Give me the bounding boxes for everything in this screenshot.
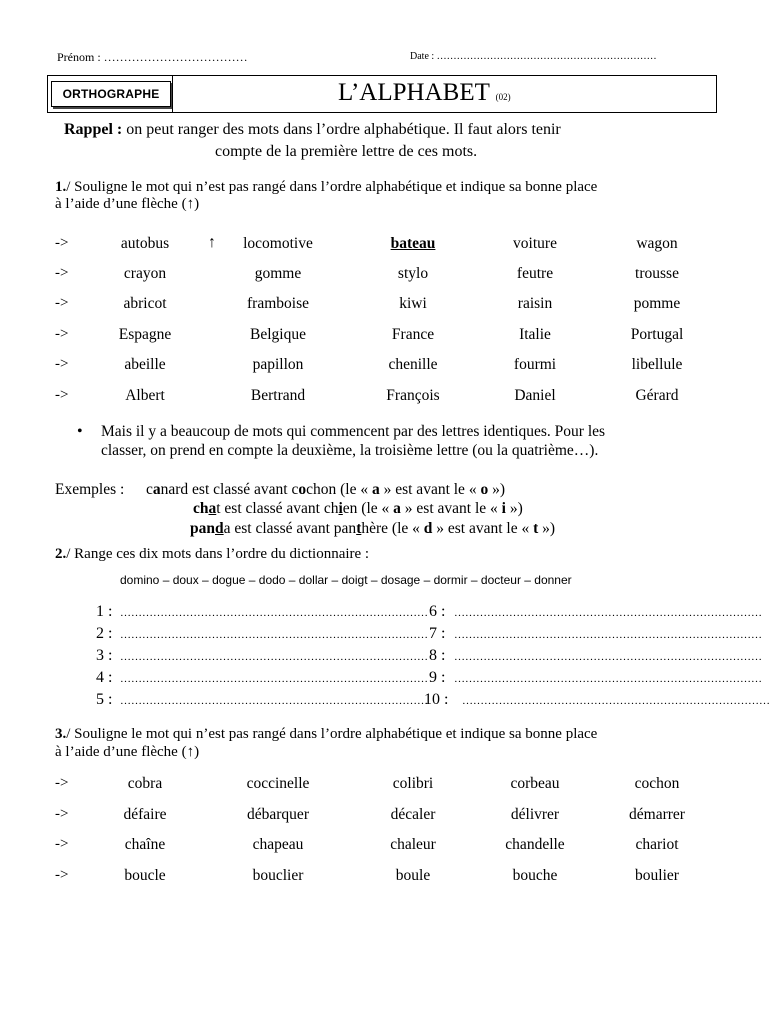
answer-line[interactable]: ………………………………………………………………………… <box>120 695 428 707</box>
ex3-word[interactable]: cochon <box>634 775 680 792</box>
exemple-2-c: t est classé avant ch <box>216 500 339 517</box>
row-arrow-label: -> <box>55 356 69 372</box>
ex3-word[interactable]: chaîne <box>124 836 166 853</box>
row-arrow-label: -> <box>55 265 69 281</box>
rappel-line2: compte de la première lettre de ces mots. <box>215 143 478 160</box>
ex3-instruction-line2: à l’aide d’une flèche (↑) <box>55 744 200 760</box>
bullet-line2: classer, on prend en compte la deuxième, la troisième lettre (ou la quatrième…). <box>101 442 599 459</box>
answer-line[interactable]: ………………………………………………………………………… <box>120 673 428 685</box>
title-sub: (02) <box>495 92 511 102</box>
title-box <box>47 75 717 113</box>
ex1-word[interactable]: France <box>391 326 435 343</box>
answer-line[interactable]: ………………………………………………………………………… <box>454 629 762 641</box>
answer-number: 5 : <box>96 691 113 708</box>
exemple-1-f: a <box>371 481 380 498</box>
ex3-word[interactable]: décaler <box>390 806 436 823</box>
ex1-word[interactable]: pomme <box>633 295 681 312</box>
exemple-1-a: c <box>146 481 153 498</box>
answer-number: 8 : <box>429 647 446 664</box>
ex1-word[interactable]: Gérard <box>635 387 679 404</box>
ex3-word[interactable]: boucle <box>124 867 166 884</box>
ex1-instruction-line2: à l’aide d’une flèche (↑) <box>55 196 200 212</box>
row-arrow-label: -> <box>55 326 69 342</box>
exemples-label: Exemples : <box>55 481 125 498</box>
ex1-word[interactable]: papillon <box>252 356 304 373</box>
rappel-text1: on peut ranger des mots dans l’ordre alphabétique. Il faut alors tenir <box>126 121 561 138</box>
answer-line[interactable]: ………………………………………………………………………… <box>120 629 428 641</box>
ex1-word[interactable]: chenille <box>388 356 438 373</box>
exemple-3-f: d <box>423 520 433 537</box>
ex3-word[interactable]: chandelle <box>505 836 565 853</box>
answer-line[interactable]: ………………………………………………………………………… <box>120 651 428 663</box>
exemple-1-h: o <box>480 481 489 498</box>
prenom-field: Prénom : ……………………………… <box>57 50 248 64</box>
exemple-1-d: o <box>298 481 307 498</box>
ex1-word[interactable]: Bertrand <box>250 387 306 404</box>
ex3-word[interactable]: débarquer <box>247 806 309 823</box>
up-arrow-icon: ↑ <box>208 234 216 251</box>
answer-line[interactable]: ………………………………………………………………………… <box>120 607 428 619</box>
ex1-word[interactable]: voiture <box>513 235 557 252</box>
ex3-text1: / Souligne le mot qui n’est pas rangé dans l’ordre alphabétique et indique sa bonne place <box>66 726 598 742</box>
orthographe-logo <box>51 81 171 107</box>
answer-number: 9 : <box>429 669 446 686</box>
ex1-word[interactable]: Belgique <box>250 326 306 343</box>
ex1-word[interactable]: locomotive <box>243 235 313 252</box>
ex1-word[interactable]: libellule <box>631 356 683 373</box>
exemple-2-a: ch <box>193 500 209 517</box>
ex1-word[interactable]: trousse <box>635 265 679 282</box>
answer-line[interactable]: ………………………………………………………………………… <box>462 695 770 707</box>
row-arrow-label: -> <box>55 775 69 791</box>
exemple-2-e: en (le « <box>342 500 394 517</box>
page-title <box>338 79 511 107</box>
ex3-word[interactable]: coccinelle <box>246 775 310 792</box>
exemple-1-g: » est avant le « <box>379 481 481 498</box>
exemple-2-h: i <box>501 500 506 517</box>
ex2-word-list: domino – doux – dogue – dodo – dollar – doigt – dosage – dormir – docteur – donner <box>120 573 572 587</box>
answer-line[interactable]: ………………………………………………………………………… <box>454 651 762 663</box>
row-arrow-label: -> <box>55 806 69 822</box>
exemple-3 <box>190 520 555 538</box>
ex2-number: 2. <box>55 546 67 562</box>
ex1-word[interactable]: Portugal <box>630 326 684 343</box>
logo-text: ORTHOGRAPHE <box>62 87 160 101</box>
title-divider <box>172 76 173 112</box>
answer-line[interactable]: ………………………………………………………………………… <box>454 673 762 685</box>
ex2-text: / Range ces dix mots dans l’ordre du dictionnaire : <box>66 546 370 562</box>
exemple-1-i: ») <box>488 481 505 498</box>
exemple-3-h: t <box>533 520 539 537</box>
exemple-3-i: ») <box>538 520 556 537</box>
exemple-2-b: a <box>208 500 217 517</box>
answer-number: 2 : <box>96 625 113 642</box>
ex1-word[interactable]: raisin <box>517 295 553 312</box>
ex3-word[interactable]: boulier <box>635 867 679 884</box>
ex1-word[interactable]: bateau <box>390 235 436 252</box>
exemple-3-a: pan <box>190 520 215 537</box>
exemple-3-b: d <box>215 520 224 537</box>
exemple-1-e: chon (le « <box>306 481 372 498</box>
answer-number: 7 : <box>429 625 446 642</box>
answer-number: 6 : <box>429 603 446 620</box>
ex3-instruction-line1 <box>55 726 597 743</box>
exemple-2-f: a <box>393 500 401 517</box>
ex1-word[interactable]: gomme <box>254 265 302 282</box>
ex1-word[interactable]: Albert <box>125 387 165 404</box>
ex1-text1: / Souligne le mot qui n’est pas rangé dans l’ordre alphabétique et indique sa bonne place <box>66 179 598 195</box>
ex3-word[interactable]: défaire <box>123 806 167 823</box>
ex3-word[interactable]: chapeau <box>252 836 304 853</box>
ex1-word[interactable]: abricot <box>123 295 167 312</box>
ex1-word[interactable]: kiwi <box>399 295 427 312</box>
row-arrow-label: -> <box>55 295 69 311</box>
ex1-word[interactable]: wagon <box>636 235 678 252</box>
ex3-word[interactable]: chariot <box>635 836 679 853</box>
ex1-word[interactable]: François <box>386 387 440 404</box>
exemple-2-d: i <box>338 500 343 517</box>
ex3-word[interactable]: démarrer <box>629 806 685 823</box>
ex1-word[interactable]: Italie <box>519 326 551 343</box>
row-arrow-label: -> <box>55 836 69 852</box>
ex1-word[interactable]: crayon <box>123 265 167 282</box>
ex1-word[interactable]: framboise <box>247 295 309 312</box>
exemple-1-b: a <box>152 481 161 498</box>
ex1-instruction-line1 <box>55 179 597 196</box>
ex3-word[interactable]: boule <box>395 867 431 884</box>
ex1-word[interactable]: abeille <box>124 356 166 373</box>
row-arrow-label: -> <box>55 387 69 403</box>
exemple-1-c: nard est classé avant c <box>160 481 299 498</box>
bullet-icon: • <box>77 423 83 440</box>
exemple-2-i: ») <box>505 500 523 517</box>
ex1-word[interactable]: Espagne <box>118 326 172 343</box>
ex3-word[interactable]: délivrer <box>510 806 560 823</box>
answer-number: 1 : <box>96 603 113 620</box>
ex3-word[interactable]: cobra <box>127 775 163 792</box>
rappel-label: Rappel : <box>64 121 123 138</box>
ex1-word[interactable]: stylo <box>397 265 429 282</box>
ex3-word[interactable]: bouclier <box>252 867 304 884</box>
ex3-word[interactable]: colibri <box>392 775 434 792</box>
ex3-word[interactable]: corbeau <box>510 775 560 792</box>
answer-number: 10 : <box>424 691 449 708</box>
ex3-number: 3. <box>55 726 67 742</box>
answer-number: 4 : <box>96 669 113 686</box>
ex3-word[interactable]: bouche <box>512 867 558 884</box>
exemple-2 <box>193 500 523 518</box>
answer-line[interactable]: ………………………………………………………………………… <box>454 607 762 619</box>
ex3-word[interactable]: chaleur <box>390 836 436 853</box>
exemple-2-g: » est avant le « <box>400 500 502 517</box>
ex1-word[interactable]: feutre <box>516 265 554 282</box>
title-main: L’ALPHABET <box>338 79 490 106</box>
rappel-line1 <box>64 121 561 139</box>
ex1-word[interactable]: Daniel <box>514 387 556 404</box>
answer-number: 3 : <box>96 647 113 664</box>
ex1-word[interactable]: autobus <box>120 235 170 252</box>
bullet-line1: Mais il y a beaucoup de mots qui commencent par des lettres identiques. Pour les <box>101 423 606 440</box>
ex1-word[interactable]: fourmi <box>513 356 557 373</box>
exemple-3-c: a est classé avant pan <box>223 520 357 537</box>
exemple-1 <box>146 481 505 499</box>
exemple-3-d: t <box>356 520 362 537</box>
exemple-3-e: hère (le « <box>361 520 424 537</box>
ex1-number: 1. <box>55 179 67 195</box>
date-field: Date : ………………………………………………………… <box>410 51 657 62</box>
row-arrow-label: -> <box>55 235 69 251</box>
row-arrow-label: -> <box>55 867 69 883</box>
ex2-instruction <box>55 546 369 563</box>
exemple-3-g: » est avant le « <box>432 520 534 537</box>
